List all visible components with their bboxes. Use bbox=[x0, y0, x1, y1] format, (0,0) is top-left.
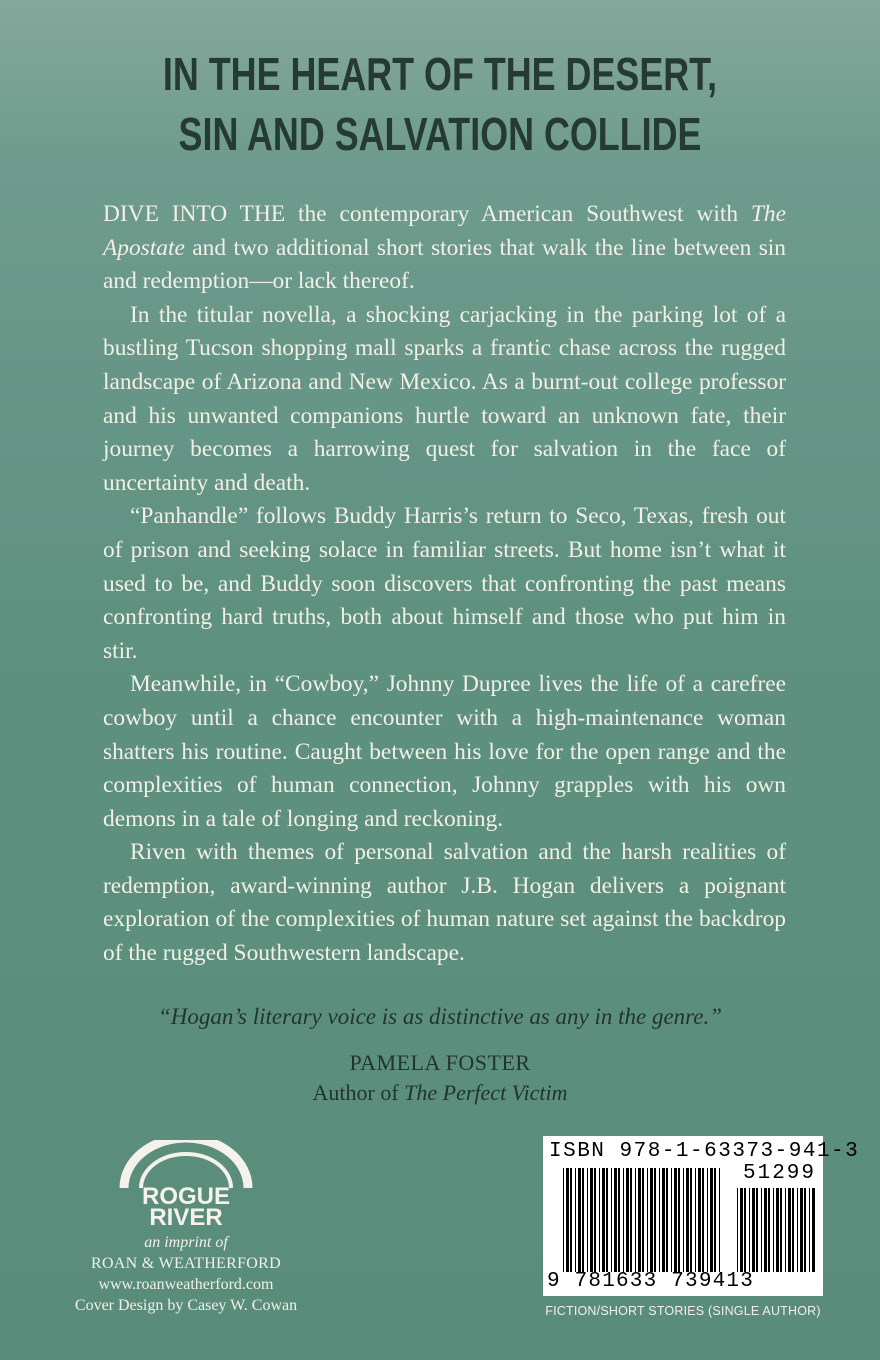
barcode-bar bbox=[698, 1168, 701, 1272]
logo-text-river: RIVER bbox=[149, 1204, 223, 1231]
barcode-bar bbox=[804, 1188, 806, 1272]
endorser-work-title: The Perfect Victim bbox=[404, 1080, 568, 1105]
barcode-bar bbox=[768, 1188, 770, 1272]
barcode-bar bbox=[638, 1168, 641, 1272]
barcode-bar bbox=[623, 1168, 624, 1272]
barcode-bar bbox=[788, 1188, 791, 1272]
barcode-bar bbox=[671, 1168, 672, 1272]
barcode-bar bbox=[737, 1188, 738, 1272]
barcode-bar bbox=[662, 1168, 665, 1272]
barcode-bar bbox=[650, 1168, 653, 1272]
barcode-bar bbox=[599, 1168, 600, 1272]
isbn-barcode bbox=[543, 1136, 860, 1296]
publisher-logo bbox=[96, 1140, 276, 1230]
barcode-bar bbox=[756, 1188, 758, 1272]
barcode-bar bbox=[686, 1168, 689, 1272]
cover-design-credit: Cover Design by Casey W. Cowan bbox=[74, 1297, 298, 1314]
barcode-bar bbox=[812, 1188, 815, 1272]
barcode-bar bbox=[647, 1168, 648, 1272]
barcode-bar bbox=[587, 1168, 588, 1272]
barcode-bar bbox=[683, 1168, 684, 1272]
publisher-website: www.roanweatherford.com bbox=[98, 1276, 274, 1293]
barcode-bar bbox=[575, 1168, 576, 1272]
barcode-bar bbox=[570, 1168, 572, 1272]
blurb-paragraph-2: In the titular novella, a shocking carjacking in the parking lot of a bustling Tucson shopping mall sparks a frantic chase across the rugged landscape of Arizona and New Mexico. As a burnt-out college professor and his unwanted companions hurtle toward an unknown fate, their journey becomes a harrowing quest for salvation in the face of uncertainty and death. bbox=[103, 301, 786, 496]
headline bbox=[97, 44, 783, 164]
barcode-bar bbox=[611, 1168, 612, 1272]
barcode-bar bbox=[674, 1168, 677, 1272]
barcode-bar bbox=[602, 1168, 605, 1272]
blurb-paragraph-1 bbox=[103, 198, 786, 299]
parent-publisher: ROAN & WEATHERFORD bbox=[90, 1255, 281, 1272]
barcode-bar bbox=[710, 1168, 713, 1272]
barcode-bar bbox=[749, 1188, 750, 1272]
barcode-bar bbox=[606, 1168, 608, 1272]
barcode-bar bbox=[626, 1168, 629, 1272]
back-cover-blurb bbox=[103, 198, 786, 971]
barcode-bar bbox=[678, 1168, 680, 1272]
endorsement-quote: “Hogan’s literary voice is as distinctive as any in the genre.” bbox=[157, 1004, 723, 1029]
book-title: The Apostate bbox=[103, 201, 786, 261]
barcode-bar bbox=[740, 1188, 743, 1272]
barcode-bar bbox=[785, 1188, 786, 1272]
barcode-bar bbox=[563, 1168, 564, 1272]
endorser-name: PAMELA FOSTER bbox=[349, 1050, 531, 1075]
blurb-paragraph-3: “Panhandle” follows Buddy Harris’s return to Seco, Texas, fresh out of prison and seeking solace in familiar streets. But home isn’t what it used to be, and Buddy soon discovers that confronting the past means confronting hard truths, both about himself and those who put him in stir. bbox=[103, 503, 786, 664]
endorser-credit-prefix: Author of bbox=[312, 1080, 405, 1105]
endorser-credit bbox=[0, 1080, 880, 1106]
isbn-number: ISBN 978-1-63373-941-3 bbox=[549, 1140, 860, 1163]
barcode-bar bbox=[780, 1188, 782, 1272]
barcode-bar bbox=[800, 1188, 803, 1272]
barcode-bar bbox=[707, 1168, 708, 1272]
barcode-bar bbox=[761, 1188, 762, 1272]
bisac-category: FICTION/SHORT STORIES (SINGLE AUTHOR) bbox=[545, 1304, 821, 1318]
barcode-bar bbox=[690, 1168, 692, 1272]
barcode-bar bbox=[566, 1168, 569, 1272]
imprint-of-label: an imprint of bbox=[144, 1234, 228, 1251]
barcode-bar bbox=[582, 1168, 584, 1272]
barcode-bar bbox=[654, 1168, 656, 1272]
barcode-bar bbox=[752, 1188, 755, 1272]
barcode-bar bbox=[578, 1168, 581, 1272]
blurb-p1-lead: DIVE INTO THE the contemporary American Southwest with bbox=[103, 201, 751, 227]
price-code: 51299 bbox=[743, 1162, 817, 1185]
barcode-bar bbox=[719, 1168, 720, 1272]
barcode-bar bbox=[695, 1168, 696, 1272]
barcode-bar bbox=[764, 1188, 767, 1272]
barcode-bar bbox=[797, 1188, 798, 1272]
blurb-paragraph-5: Riven with themes of personal salvation and the harsh realities of redemption, award-winning author J.B. Hogan delivers a poignant exploration of the complexities of human nature set against the backdrop of the rugged Southwestern landscape. bbox=[103, 839, 786, 967]
logo-text-rogue: ROGUE bbox=[141, 1183, 230, 1210]
blurb-paragraph-4: Meanwhile, in “Cowboy,” Johnny Dupree lives the life of a carefree cowboy until a chance encounter with a high-maintenance woman shatters his routine. Caught between his love for the open range and the complexities of human connection, Johnny grapples with his own demons in a tale of longing and reckoning. bbox=[103, 671, 786, 832]
barcode-bar bbox=[666, 1168, 668, 1272]
barcode-bar bbox=[744, 1188, 746, 1272]
ean-number: 9 781633 739413 bbox=[547, 1270, 755, 1293]
barcode-bar bbox=[659, 1168, 660, 1272]
blurb-p1-rest: and two additional short stories that walk the line between sin and redemption—or lack thereof. bbox=[103, 234, 786, 295]
headline-line-1: IN THE HEART OF THE DESERT, bbox=[162, 48, 718, 100]
barcode-bar bbox=[590, 1168, 593, 1272]
barcode-bar bbox=[776, 1188, 779, 1272]
barcode-bar bbox=[618, 1168, 620, 1272]
barcode-bar bbox=[702, 1168, 704, 1272]
barcode-bar bbox=[635, 1168, 636, 1272]
barcode-bar bbox=[809, 1188, 810, 1272]
barcode-bar bbox=[614, 1168, 617, 1272]
barcode-bar bbox=[642, 1168, 644, 1272]
barcode-bar bbox=[594, 1168, 596, 1272]
publisher-imprint bbox=[56, 1232, 316, 1316]
headline-line-2: SIN AND SALVATION COLLIDE bbox=[178, 108, 702, 160]
barcode-bar bbox=[630, 1168, 632, 1272]
barcode-bar bbox=[773, 1188, 774, 1272]
barcode-bar bbox=[714, 1168, 716, 1272]
barcode-bar bbox=[792, 1188, 794, 1272]
